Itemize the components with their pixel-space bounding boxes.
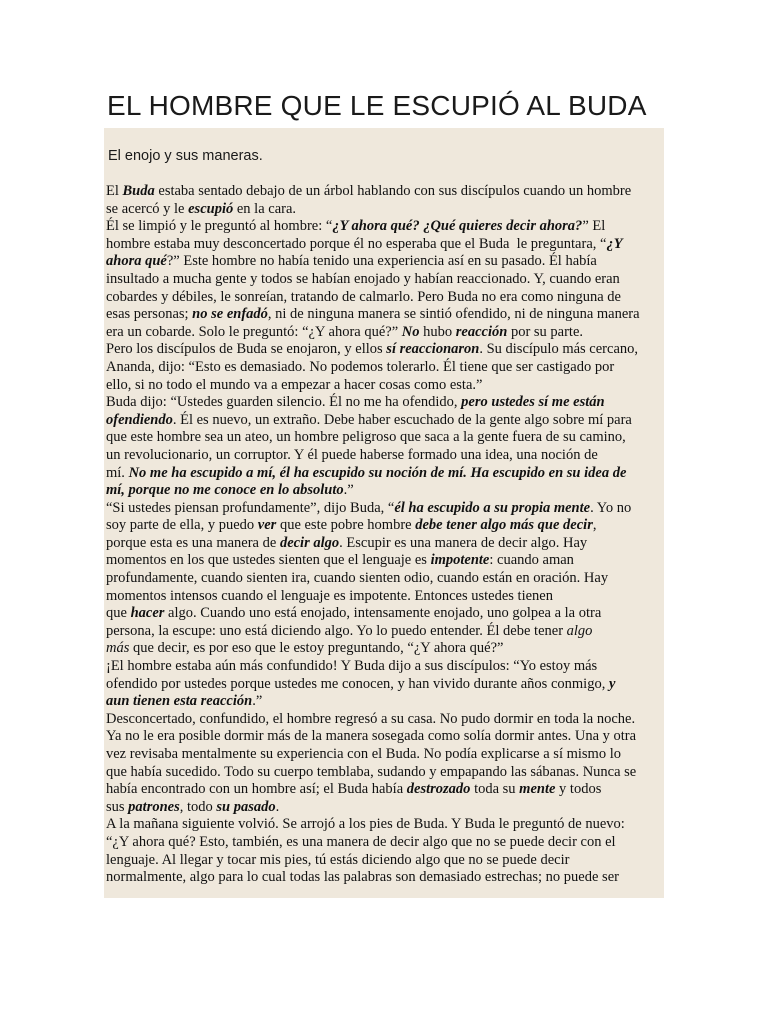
text-run: era un cobarde. Solo le preguntó: “¿Y ahora qué?” bbox=[106, 323, 402, 340]
emphasis-bold-italic: mente bbox=[519, 781, 556, 798]
text-line bbox=[106, 834, 662, 852]
emphasis-bold-italic: escupió bbox=[188, 200, 234, 217]
text-run: sus bbox=[106, 798, 129, 815]
text-line bbox=[106, 482, 662, 500]
text-line bbox=[106, 289, 662, 307]
emphasis-bold-italic: mí, porque no me conoce en lo absoluto bbox=[106, 482, 344, 499]
text-run: ¡El hombre estaba aún más confundido! Y Buda dijo a sus discípulos: “Yo estoy más bbox=[106, 658, 598, 675]
text-run: que este pobre hombre bbox=[276, 517, 416, 534]
text-run: mí. bbox=[106, 464, 129, 481]
text-run: El bbox=[106, 183, 123, 199]
text-run: por su parte. bbox=[507, 323, 584, 340]
text-run: en la cara. bbox=[233, 200, 297, 217]
text-run: , todo bbox=[179, 798, 217, 815]
text-run: ofendido por ustedes porque ustedes me conocen, y han vivido durante años conmigo, bbox=[106, 675, 609, 692]
text-run: . Él es nuevo, un extraño. Debe haber escuchado de la gente algo sobre mí para bbox=[172, 411, 632, 428]
text-run: Pero los discípulos de Buda se enojaron, y ellos bbox=[106, 341, 387, 358]
text-run: Él se limpió y le preguntó al hombre: “ bbox=[106, 218, 333, 235]
text-run: vez revisaba mentalmente su experiencia con el Buda. No podía explicarse a sí mismo lo bbox=[106, 746, 621, 762]
text-run: soy parte de ella, y puedo bbox=[106, 517, 258, 534]
subtitle: El enojo y sus maneras. bbox=[108, 148, 263, 164]
text-run: persona, la escupe: uno está diciendo algo. Yo lo puedo entender. Él debe tener bbox=[106, 622, 567, 639]
text-run: que había sucedido. Todo su cuerpo temblaba, sudando y empapando las sábanas. Nunca se bbox=[106, 763, 637, 780]
text-run: : cuando aman bbox=[489, 552, 574, 569]
emphasis-bold-italic: él ha escupido a su propia mente bbox=[394, 499, 591, 516]
emphasis-bold-italic: aun tienen esta reacción bbox=[106, 693, 253, 710]
text-run: . Escupir es una manera de decir algo. Hay bbox=[339, 534, 588, 551]
text-panel bbox=[104, 128, 664, 898]
text-run: y todos bbox=[555, 781, 602, 798]
text-run: . Su discípulo más cercano, bbox=[479, 341, 639, 358]
emphasis-bold-italic: y bbox=[608, 675, 616, 692]
text-run: ” El bbox=[582, 218, 606, 235]
emphasis-bold-italic: No bbox=[401, 323, 420, 340]
text-line bbox=[106, 465, 662, 483]
text-line bbox=[106, 359, 662, 377]
text-run: profundamente, cuando sienten ira, cuando sienten odio, cuando están en oración. Hay bbox=[106, 570, 609, 587]
text-line bbox=[106, 570, 662, 588]
text-line bbox=[106, 676, 662, 694]
text-run: momentos en los que ustedes sienten que el lenguaje es bbox=[106, 552, 431, 569]
text-line bbox=[106, 341, 662, 359]
text-run: . Yo no bbox=[590, 499, 632, 516]
text-run: se acercó y le bbox=[106, 200, 189, 217]
text-run: . bbox=[275, 798, 280, 815]
text-line bbox=[106, 394, 662, 412]
emphasis-bold-italic: hacer bbox=[130, 605, 165, 622]
text-line bbox=[106, 658, 662, 676]
text-run: “¿Y ahora qué? Esto, también, es una manera de decir algo que no se puede decir con el bbox=[106, 833, 616, 850]
text-line bbox=[106, 799, 662, 817]
emphasis-bold-italic: reacción bbox=[455, 323, 508, 340]
emphasis-bold-italic: patrones bbox=[128, 798, 180, 815]
text-run: que decir, es por eso que le estoy preguntando, “¿Y ahora qué?” bbox=[129, 640, 504, 657]
emphasis-bold-italic: no se enfadó bbox=[192, 306, 268, 323]
emphasis-bold-italic: ver bbox=[257, 517, 277, 534]
emphasis-bold-italic: ¿Y bbox=[606, 235, 623, 252]
emphasis-bold-italic: pero ustedes sí me están bbox=[461, 394, 605, 411]
text-run: había encontrado con un hombre así; el Buda había bbox=[106, 781, 407, 798]
text-line bbox=[106, 412, 662, 430]
text-line bbox=[106, 377, 662, 395]
text-line bbox=[106, 869, 662, 887]
text-line bbox=[106, 429, 662, 447]
text-line bbox=[106, 728, 662, 746]
text-run: que este hombre sea un ateo, un hombre peligroso que saca a la gente fuera de su camino, bbox=[106, 429, 626, 446]
text-run: “Si ustedes piensan profundamente”, dijo Buda, “ bbox=[106, 499, 395, 516]
emphasis-bold-italic: ¿Y ahora qué? ¿Qué quieres decir ahora? bbox=[332, 218, 583, 235]
text-run: hubo bbox=[419, 323, 456, 340]
text-line bbox=[106, 816, 662, 834]
document-title: EL HOMBRE QUE LE ESCUPIÓ AL BUDA bbox=[107, 90, 647, 121]
text-line bbox=[106, 535, 662, 553]
emphasis-bold-italic: debe tener algo más que decir bbox=[415, 517, 593, 534]
text-run: normalmente, algo para lo cual todas las palabras son demasiado estrechas; no puede ser bbox=[106, 869, 619, 886]
emphasis-bold-italic: destrozado bbox=[406, 781, 471, 798]
emphasis-bold-italic: sí reaccionaron bbox=[386, 341, 480, 358]
text-line bbox=[106, 447, 662, 465]
text-run: , ni de ninguna manera se sintió ofendido, ni de ninguna manera bbox=[267, 306, 640, 323]
text-line bbox=[106, 605, 662, 623]
text-run: porque esta es una manera de bbox=[106, 534, 280, 551]
text-line bbox=[106, 500, 662, 518]
text-line bbox=[106, 852, 662, 870]
text-run: insultado a mucha gente y todos se habían enojado y habían reaccionado. Y, cuando eran bbox=[106, 270, 620, 287]
text-line bbox=[106, 588, 662, 606]
text-run: cobardes y débiles, le sonreían, tratando de calmarlo. Pero Buda no era como ninguna de bbox=[106, 288, 621, 305]
text-line bbox=[106, 253, 662, 271]
text-line bbox=[106, 693, 662, 711]
text-run: lenguaje. Al llegar y tocar mis pies, tú estás diciendo algo que no se puede decir bbox=[106, 851, 570, 868]
emphasis-bold-italic: ofendiendo bbox=[106, 411, 173, 428]
text-line bbox=[106, 306, 662, 324]
text-run: .” bbox=[343, 482, 354, 499]
emphasis-italic: más bbox=[106, 640, 130, 657]
text-run: hombre estaba muy desconcertado porque él no esperaba que el Buda le preguntara, “ bbox=[106, 235, 607, 252]
text-run: Ya no le era posible dormir más de la manera sosegada como solía dormir antes. Una y otra bbox=[106, 728, 637, 745]
text-run: un revolucionario, un corruptor. Y él puede haberse formado una idea, una noción de bbox=[106, 446, 598, 463]
text-line bbox=[106, 711, 662, 729]
text-line bbox=[106, 764, 662, 782]
emphasis-italic: algo bbox=[566, 622, 593, 639]
emphasis-bold-italic: impotente bbox=[430, 552, 490, 569]
emphasis-bold-italic: Buda bbox=[122, 183, 155, 199]
text-line bbox=[106, 201, 662, 219]
emphasis-bold-italic: decir algo bbox=[279, 534, 340, 551]
text-run: Buda dijo: “Ustedes guarden silencio. Él no me ha ofendido, bbox=[106, 394, 462, 411]
text-run: A la mañana siguiente volvió. Se arrojó a los pies de Buda. Y Buda le preguntó de nuevo: bbox=[106, 816, 625, 833]
emphasis-bold-italic: ahora qué bbox=[106, 253, 167, 270]
text-line bbox=[106, 552, 662, 570]
text-run: estaba sentado debajo de un árbol hablando con sus discípulos cuando un hombre bbox=[154, 183, 632, 199]
emphasis-bold-italic: No me ha escupido a mí, él ha escupido su noción de mí. Ha escupido en su idea de bbox=[128, 464, 627, 481]
text-line bbox=[106, 236, 662, 254]
text-line bbox=[106, 218, 662, 236]
text-run: que bbox=[106, 605, 131, 622]
text-line bbox=[106, 623, 662, 641]
story-body bbox=[106, 183, 662, 887]
text-run: ello, si no todo el mundo va a empezar a hacer cosas como esta.” bbox=[106, 376, 483, 393]
text-run: toda su bbox=[470, 781, 520, 798]
text-run: esas personas; bbox=[106, 306, 193, 323]
text-run: Ananda, dijo: “Esto es demasiado. No podemos tolerarlo. Él tiene que ser castigado por bbox=[106, 358, 615, 375]
text-run: ?” Este hombre no había tenido una experiencia así en su pasado. Él había bbox=[166, 253, 597, 270]
text-line bbox=[106, 640, 662, 658]
text-run: momentos intensos cuando el lenguaje es impotente. Entonces ustedes tienen bbox=[106, 587, 553, 604]
text-run: Desconcertado, confundido, el hombre regresó a su casa. No pudo dormir en toda la noche. bbox=[106, 710, 636, 727]
text-run: .” bbox=[252, 693, 263, 710]
text-line bbox=[106, 517, 662, 535]
text-line bbox=[106, 271, 662, 289]
text-run: , bbox=[592, 517, 597, 534]
text-line bbox=[106, 781, 662, 799]
emphasis-bold-italic: su pasado bbox=[216, 798, 276, 815]
text-run: algo. Cuando uno está enojado, intensamente enojado, uno golpea a la otra bbox=[164, 605, 602, 622]
text-line bbox=[106, 183, 662, 201]
text-line bbox=[106, 746, 662, 764]
text-line bbox=[106, 324, 662, 342]
